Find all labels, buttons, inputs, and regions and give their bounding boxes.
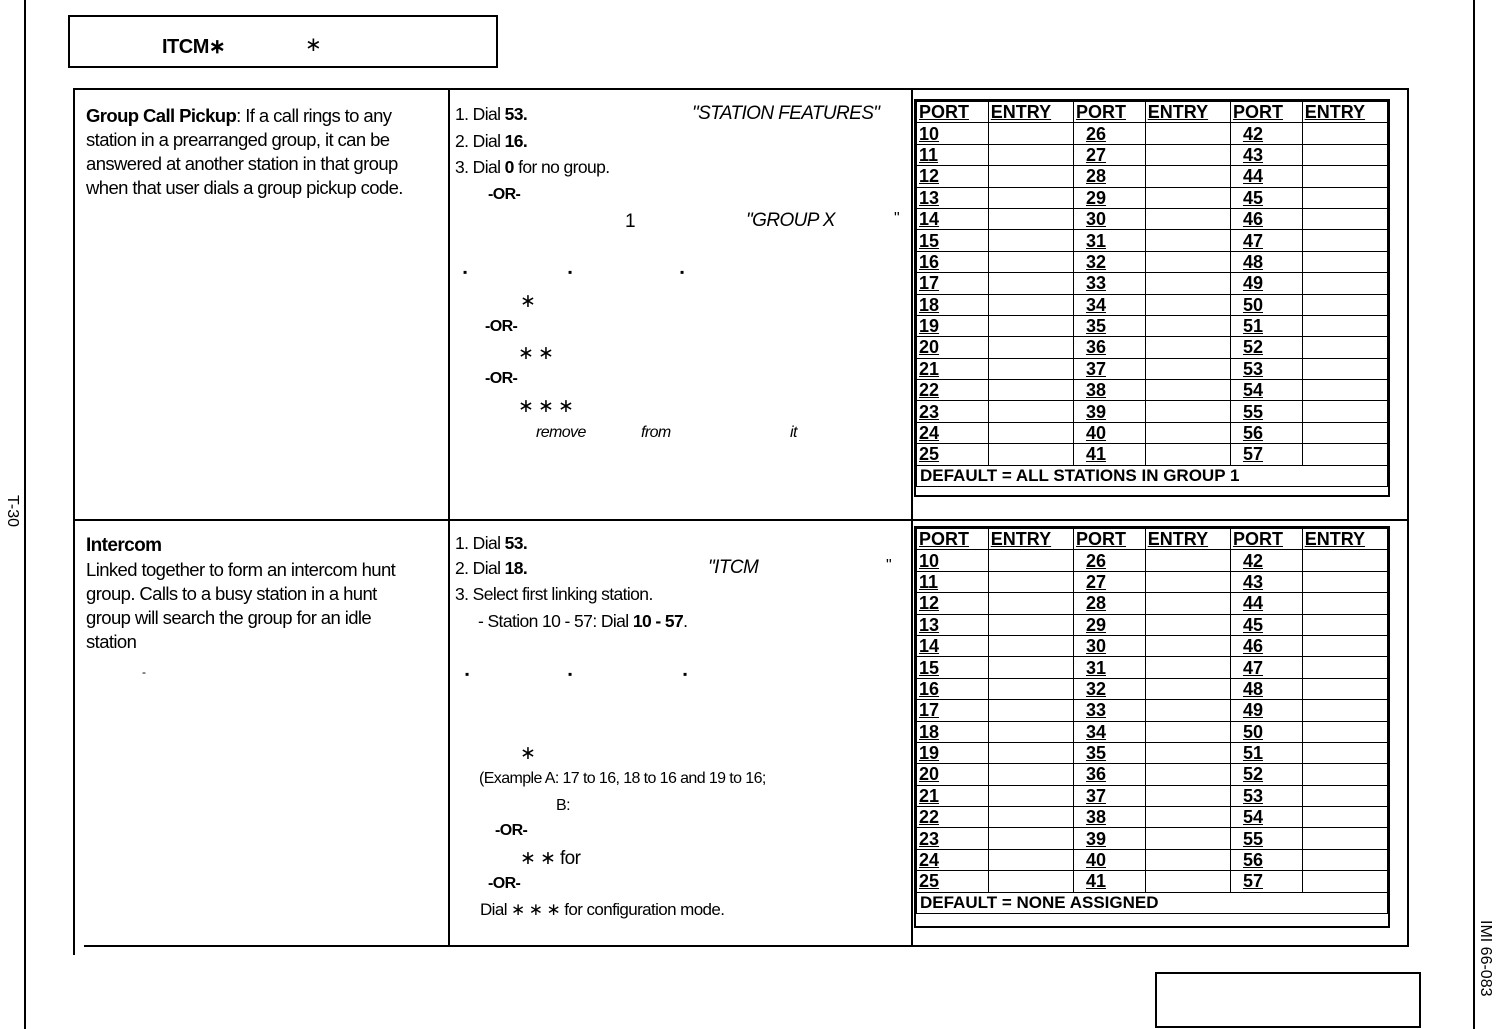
entry-cell: [1145, 742, 1230, 763]
port-cell: 19: [917, 742, 989, 763]
entry-cell: [988, 358, 1073, 379]
entry-cell: [1145, 785, 1230, 806]
gp-star-2: ∗ ∗: [518, 343, 554, 364]
entry-cell: [1145, 657, 1230, 678]
entry-cell: [1302, 422, 1387, 443]
port-cell: 57: [1230, 444, 1302, 465]
port-cell: 28: [1073, 593, 1145, 614]
entry-cell: [1145, 444, 1230, 465]
entry-cell: [1302, 721, 1387, 742]
table-row: [917, 187, 1388, 208]
port-cell: 27: [1073, 144, 1145, 165]
entry-cell: [1145, 614, 1230, 635]
gp-group-one: 1: [625, 211, 635, 232]
gp-station-features-note: "STATION FEATURES": [692, 103, 880, 124]
entry-cell: [988, 230, 1073, 251]
gp-it-text: it: [790, 424, 797, 441]
entry-cell: [1145, 401, 1230, 422]
port-cell: 13: [917, 614, 989, 635]
entry-cell: [1302, 294, 1387, 315]
gp-quote-mark: ": [894, 210, 900, 227]
table-row: [917, 273, 1388, 294]
group-pickup-description: Group Call Pickup: If a call rings to any station in a prearranged group, it can be answered at another station in that group when that user dials a group pickup code.: [86, 105, 403, 198]
entry-cell: [988, 807, 1073, 828]
entry-cell: [1145, 380, 1230, 401]
table-row: [917, 123, 1388, 144]
table-row: [917, 657, 1388, 678]
intercom-grid: [916, 528, 1388, 914]
port-cell: 38: [1073, 380, 1145, 401]
ic-star-for: ∗ ∗ for: [520, 848, 581, 869]
entry-cell: [1302, 700, 1387, 721]
port-cell: 31: [1073, 230, 1145, 251]
table-row: [917, 700, 1388, 721]
page-marker: T-30: [4, 495, 21, 528]
port-cell: 16: [917, 251, 989, 272]
port-cell: 27: [1073, 571, 1145, 592]
entry-cell: [1145, 871, 1230, 892]
ic-or-1: -OR-: [495, 822, 528, 839]
ic-example-b: B:: [556, 797, 570, 814]
group-pickup-table: [914, 99, 1390, 497]
entry-cell: [988, 444, 1073, 465]
entry-cell: [1302, 337, 1387, 358]
entry-cell: [988, 294, 1073, 315]
left-margin-rule: [24, 0, 26, 1029]
entry-cell: [1145, 230, 1230, 251]
port-cell: 54: [1230, 807, 1302, 828]
port-cell: 35: [1073, 742, 1145, 763]
gp-from-text: from: [641, 424, 671, 441]
entry-cell: [1302, 678, 1387, 699]
entry-cell: [1145, 315, 1230, 336]
port-cell: 15: [917, 230, 989, 251]
entry-cell: [1302, 401, 1387, 422]
table-row: [917, 764, 1388, 785]
table-row: [917, 380, 1388, 401]
port-cell: 43: [1230, 144, 1302, 165]
table-row: [917, 785, 1388, 806]
port-cell: 55: [1230, 828, 1302, 849]
entry-cell: [1145, 123, 1230, 144]
entry-cell: [988, 422, 1073, 443]
table-row: [917, 550, 1388, 571]
group-pickup-title: Group Call Pickup: [86, 105, 237, 126]
entry-cell: [1145, 294, 1230, 315]
entry-cell: [1145, 166, 1230, 187]
ic-dial-configuration: Dial ∗ ∗ ∗ for configuration mode.: [480, 900, 725, 919]
port-cell: 41: [1073, 444, 1145, 465]
port-cell: 40: [1073, 422, 1145, 443]
port-cell: 24: [917, 422, 989, 443]
entry-cell: [1302, 123, 1387, 144]
port-cell: 57: [1230, 871, 1302, 892]
table-row: [917, 742, 1388, 763]
table-row: [917, 571, 1388, 592]
port-cell: 48: [1230, 678, 1302, 699]
entry-cell: [988, 401, 1073, 422]
port-cell: 23: [917, 828, 989, 849]
entry-cell: [988, 657, 1073, 678]
entry-cell: [988, 614, 1073, 635]
group-pickup-grid: [916, 101, 1388, 487]
entry-cell: [1302, 144, 1387, 165]
ic-dot-1: ▪: [465, 667, 469, 681]
entry-cell: [1145, 422, 1230, 443]
port-cell: 28: [1073, 166, 1145, 187]
port-cell: 15: [917, 657, 989, 678]
table-row: [917, 444, 1388, 465]
entry-cell: [1302, 315, 1387, 336]
entry-cell: [1302, 550, 1387, 571]
port-cell: 12: [917, 593, 989, 614]
port-cell: 11: [917, 144, 989, 165]
port-cell: 12: [917, 166, 989, 187]
port-cell: 43: [1230, 571, 1302, 592]
table-row: [917, 807, 1388, 828]
entry-cell: [1302, 807, 1387, 828]
header-entry-3: ENTRY: [1302, 529, 1387, 550]
entry-cell: [1145, 700, 1230, 721]
port-cell: 56: [1230, 849, 1302, 870]
port-cell: 51: [1230, 315, 1302, 336]
table-row: [917, 828, 1388, 849]
port-cell: 35: [1073, 315, 1145, 336]
port-cell: 39: [1073, 401, 1145, 422]
port-cell: 53: [1230, 358, 1302, 379]
port-cell: 32: [1073, 251, 1145, 272]
port-cell: 38: [1073, 807, 1145, 828]
ic-dot-2: ▪: [568, 667, 572, 681]
table-row: [917, 721, 1388, 742]
header-entry-2: ENTRY: [1145, 102, 1230, 123]
gp-group-x-note: "GROUP X: [746, 210, 835, 231]
entry-cell: [988, 871, 1073, 892]
entry-cell: [1302, 380, 1387, 401]
gp-or-1: -OR-: [488, 186, 521, 203]
top-rule: [73, 88, 1409, 90]
port-cell: 14: [917, 635, 989, 656]
port-cell: 46: [1230, 635, 1302, 656]
entry-cell: [1145, 807, 1230, 828]
entry-cell: [1302, 742, 1387, 763]
ic-star-1: ∗: [520, 743, 536, 764]
table-row: [917, 614, 1388, 635]
table-row: [917, 208, 1388, 229]
entry-cell: [1302, 657, 1387, 678]
port-cell: 41: [1073, 871, 1145, 892]
port-cell: 40: [1073, 849, 1145, 870]
port-cell: 14: [917, 208, 989, 229]
entry-cell: [988, 828, 1073, 849]
intercom-table: [914, 526, 1390, 928]
ic-itcm-note: "ITCM: [708, 557, 759, 578]
entry-cell: [1145, 337, 1230, 358]
port-cell: 18: [917, 294, 989, 315]
table-row: [917, 230, 1388, 251]
table-row: [917, 593, 1388, 614]
entry-cell: [1145, 635, 1230, 656]
port-cell: 24: [917, 849, 989, 870]
port-cell: 46: [1230, 208, 1302, 229]
header-port-3: PORT: [1230, 102, 1302, 123]
document-code: IMI 66-083: [1477, 920, 1494, 997]
entry-cell: [1302, 571, 1387, 592]
port-cell: 37: [1073, 358, 1145, 379]
port-cell: 25: [917, 871, 989, 892]
port-cell: 42: [1230, 123, 1302, 144]
port-cell: 19: [917, 315, 989, 336]
entry-cell: [1302, 635, 1387, 656]
table-row: [917, 315, 1388, 336]
entry-cell: [1145, 251, 1230, 272]
entry-cell: [1302, 849, 1387, 870]
entry-cell: [988, 635, 1073, 656]
port-cell: 30: [1073, 635, 1145, 656]
header-entry-1: ENTRY: [988, 102, 1073, 123]
entry-cell: [988, 315, 1073, 336]
entry-cell: [988, 144, 1073, 165]
ic-step-3: 3. Select first linking station.: [455, 584, 653, 604]
header-port-1: PORT: [917, 529, 989, 550]
bottom-rule: [84, 945, 1409, 947]
table-row: [917, 871, 1388, 892]
entry-cell: [1145, 358, 1230, 379]
entry-cell: [988, 273, 1073, 294]
entry-cell: [1302, 593, 1387, 614]
ic-or-2: -OR-: [488, 875, 521, 892]
entry-cell: [1145, 593, 1230, 614]
ic-dot-3: ▪: [683, 667, 687, 681]
port-cell: 13: [917, 187, 989, 208]
port-cell: 10: [917, 123, 989, 144]
header-entry-1: ENTRY: [988, 529, 1073, 550]
port-cell: 49: [1230, 700, 1302, 721]
port-cell: 10: [917, 550, 989, 571]
entry-cell: [1145, 828, 1230, 849]
entry-cell: [988, 166, 1073, 187]
port-cell: 39: [1073, 828, 1145, 849]
port-cell: 32: [1073, 678, 1145, 699]
port-cell: 52: [1230, 337, 1302, 358]
port-cell: 17: [917, 273, 989, 294]
entry-cell: [988, 337, 1073, 358]
gp-dot-1: ▪: [463, 265, 467, 279]
entry-cell: [1145, 721, 1230, 742]
header-title: ITCM∗: [162, 36, 226, 58]
port-cell: 21: [917, 358, 989, 379]
port-cell: 45: [1230, 187, 1302, 208]
port-cell: 51: [1230, 742, 1302, 763]
gp-or-3: -OR-: [485, 370, 518, 387]
table-row: [917, 678, 1388, 699]
entry-cell: [1145, 550, 1230, 571]
entry-cell: [1302, 208, 1387, 229]
gp-star-3: ∗ ∗ ∗: [518, 396, 574, 417]
entry-cell: [988, 742, 1073, 763]
port-cell: 23: [917, 401, 989, 422]
port-cell: 33: [1073, 700, 1145, 721]
entry-cell: [1145, 678, 1230, 699]
entry-cell: [988, 785, 1073, 806]
entry-cell: [988, 187, 1073, 208]
entry-cell: [1145, 187, 1230, 208]
table-row: [917, 166, 1388, 187]
port-cell: 47: [1230, 657, 1302, 678]
table-row: [917, 294, 1388, 315]
port-cell: 44: [1230, 166, 1302, 187]
port-cell: 42: [1230, 550, 1302, 571]
entry-cell: [1302, 871, 1387, 892]
table-row: [917, 337, 1388, 358]
gp-star-1: ∗: [520, 291, 536, 312]
port-cell: 31: [1073, 657, 1145, 678]
gp-step-1: 1. Dial 53.: [455, 104, 528, 124]
entry-cell: [988, 721, 1073, 742]
entry-cell: [1302, 251, 1387, 272]
entry-cell: [1302, 828, 1387, 849]
header-port-2: PORT: [1073, 102, 1145, 123]
header-port-3: PORT: [1230, 529, 1302, 550]
entry-cell: [988, 678, 1073, 699]
ic-step-1: 1. Dial 53.: [455, 533, 528, 553]
entry-cell: [1145, 273, 1230, 294]
table-row: [917, 635, 1388, 656]
port-cell: 53: [1230, 785, 1302, 806]
port-cell: 20: [917, 764, 989, 785]
header-port-1: PORT: [917, 102, 989, 123]
intercom-title: Intercom: [86, 535, 162, 556]
ic-dash-mark: -: [142, 665, 146, 679]
port-cell: 29: [1073, 187, 1145, 208]
header-entry-2: ENTRY: [1145, 529, 1230, 550]
gp-step-3: 3. Dial 0 for no group.: [455, 157, 610, 177]
entry-cell: [988, 123, 1073, 144]
entry-cell: [1302, 187, 1387, 208]
port-cell: 11: [917, 571, 989, 592]
gp-dot-2: ▪: [568, 265, 572, 279]
port-cell: 20: [917, 337, 989, 358]
port-cell: 52: [1230, 764, 1302, 785]
port-cell: 29: [1073, 614, 1145, 635]
port-cell: 55: [1230, 401, 1302, 422]
ic-step-2: 2. Dial 18.: [455, 558, 528, 578]
port-cell: 22: [917, 807, 989, 828]
right-margin-rule: [1473, 0, 1475, 1029]
table-row: [917, 401, 1388, 422]
port-cell: 37: [1073, 785, 1145, 806]
port-cell: 50: [1230, 721, 1302, 742]
entry-cell: [1302, 273, 1387, 294]
port-cell: 34: [1073, 721, 1145, 742]
port-cell: 33: [1073, 273, 1145, 294]
entry-cell: [988, 550, 1073, 571]
table-row: [917, 251, 1388, 272]
table-row: [917, 144, 1388, 165]
intercom-description: Intercom Linked together to form an intercom hunt group. Calls to a busy station in a hunt group will search the group for an idle station: [86, 535, 396, 652]
entry-cell: [988, 700, 1073, 721]
entry-cell: [1302, 444, 1387, 465]
header-entry-3: ENTRY: [1302, 102, 1387, 123]
entry-cell: [1145, 764, 1230, 785]
port-cell: 21: [917, 785, 989, 806]
entry-cell: [988, 593, 1073, 614]
port-cell: 49: [1230, 273, 1302, 294]
ic-default-note: DEFAULT = NONE ASSIGNED: [917, 892, 1388, 913]
entry-cell: [1302, 166, 1387, 187]
gp-or-2: -OR-: [485, 318, 518, 335]
port-cell: 22: [917, 380, 989, 401]
entry-cell: [1302, 230, 1387, 251]
port-cell: 25: [917, 444, 989, 465]
entry-cell: [1145, 849, 1230, 870]
header-star: ∗: [305, 34, 322, 56]
entry-cell: [1145, 208, 1230, 229]
port-cell: 17: [917, 700, 989, 721]
footer-box: [1155, 972, 1421, 1028]
port-cell: 50: [1230, 294, 1302, 315]
entry-cell: [1145, 571, 1230, 592]
gp-default-note: DEFAULT = ALL STATIONS IN GROUP 1: [917, 465, 1388, 486]
port-cell: 30: [1073, 208, 1145, 229]
entry-cell: [988, 571, 1073, 592]
port-cell: 47: [1230, 230, 1302, 251]
entry-cell: [1302, 785, 1387, 806]
entry-cell: [1145, 144, 1230, 165]
port-cell: 34: [1073, 294, 1145, 315]
table-row: [917, 422, 1388, 443]
header-box: [68, 15, 498, 68]
entry-cell: [988, 380, 1073, 401]
port-cell: 48: [1230, 251, 1302, 272]
port-cell: 54: [1230, 380, 1302, 401]
port-cell: 16: [917, 678, 989, 699]
section-left-rule: [73, 90, 75, 955]
entry-cell: [988, 251, 1073, 272]
gp-remove-text: remove: [536, 424, 586, 441]
table-row: [917, 849, 1388, 870]
gp-dot-3: ▪: [680, 265, 684, 279]
entry-cell: [1302, 764, 1387, 785]
port-cell: 26: [1073, 123, 1145, 144]
port-cell: 45: [1230, 614, 1302, 635]
ic-quote-mark: ": [886, 557, 892, 574]
entry-cell: [988, 764, 1073, 785]
port-cell: 56: [1230, 422, 1302, 443]
ic-step-3a: - Station 10 - 57: Dial 10 - 57.: [478, 611, 688, 631]
ic-example-a: (Example A: 17 to 16, 18 to 16 and 19 to 16;: [479, 770, 766, 787]
entry-cell: [1302, 358, 1387, 379]
middle-rule: [73, 519, 1409, 521]
entry-cell: [988, 849, 1073, 870]
port-cell: 18: [917, 721, 989, 742]
entry-cell: [1302, 614, 1387, 635]
table-row: [917, 358, 1388, 379]
port-cell: 36: [1073, 337, 1145, 358]
entry-cell: [988, 208, 1073, 229]
header-port-2: PORT: [1073, 529, 1145, 550]
port-cell: 44: [1230, 593, 1302, 614]
port-cell: 26: [1073, 550, 1145, 571]
port-cell: 36: [1073, 764, 1145, 785]
gp-step-2: 2. Dial 16.: [455, 131, 528, 151]
